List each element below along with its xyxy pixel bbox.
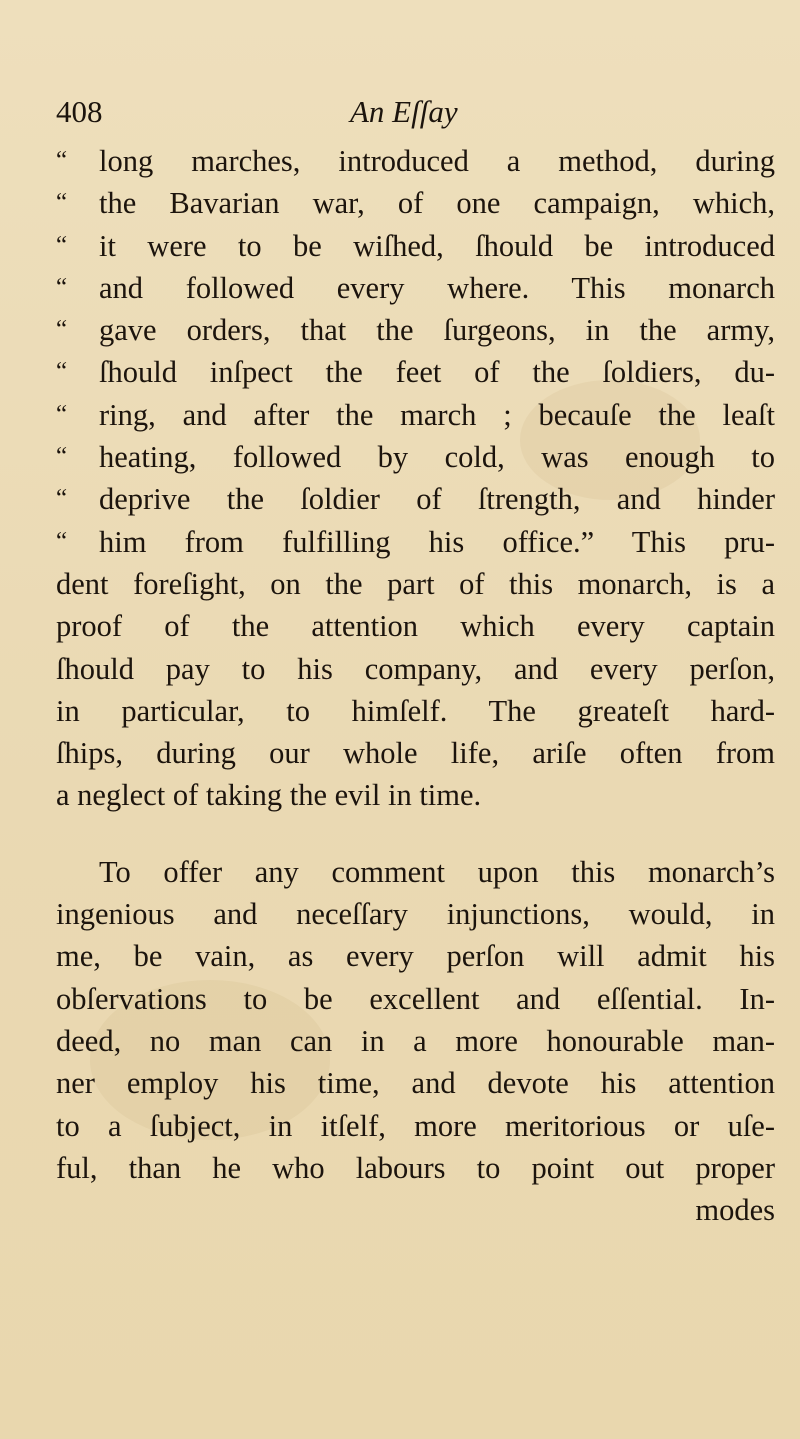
- text-line: obſervations to be excellent and eſſential. In-: [56, 981, 775, 1016]
- text-line: to a ſubject, in itſelf, more meritorious or uſe-: [56, 1108, 775, 1143]
- running-title: An Eſſay: [350, 94, 458, 129]
- text-line: ful, than he who labours to point out proper: [56, 1150, 775, 1185]
- text-line: “ long marches, introduced a method, during: [56, 140, 775, 182]
- text-line: “ deprive the ſoldier of ſtrength, and hinder: [56, 478, 775, 520]
- text-line: a neglect of taking the evil in time.: [56, 778, 482, 813]
- quote-mark: “: [56, 443, 68, 471]
- quote-mark: “: [56, 273, 68, 301]
- quote-mark: “: [56, 316, 68, 344]
- text-line: deed, no man can in a more honourable man-: [56, 1023, 775, 1058]
- body-text: [56, 140, 775, 1231]
- quote-mark: “: [56, 231, 68, 259]
- text-line: dent foreſight, on the part of this monarch, is a: [56, 566, 775, 601]
- paragraph-gap: [56, 817, 775, 851]
- text-line: “ and followed every where. This monarch: [56, 267, 775, 309]
- text-line: “ ſhould inſpect the feet of the ſoldiers, du-: [56, 351, 775, 393]
- text-line: To offer any comment upon this monarch’s: [99, 854, 775, 889]
- text-line: “ the Bavarian war, of one campaign, which,: [56, 182, 775, 224]
- text-line: ſhips, during our whole life, ariſe often from: [56, 736, 775, 771]
- text-line: ſhould pay to his company, and every perſon,: [56, 651, 775, 686]
- text-line: in particular, to himſelf. The greateſt hard-: [56, 693, 775, 728]
- quote-mark: “: [56, 147, 68, 174]
- catchword: modes: [695, 1193, 775, 1228]
- quote-mark: “: [56, 400, 68, 428]
- page-header: [56, 92, 756, 136]
- text-line: “ him from fulfilling his office.” This pru-: [56, 521, 775, 563]
- text-line: proof of the attention which every captain: [56, 609, 775, 644]
- text-line: “ it were to be wiſhed, ſhould be introduced: [56, 225, 775, 267]
- page-number: 408: [56, 94, 103, 129]
- quote-mark: “: [56, 527, 68, 555]
- quote-mark: “: [56, 358, 68, 386]
- text-line: “ gave orders, that the ſurgeons, in the army,: [56, 309, 775, 351]
- text-line: me, be vain, as every perſon will admit his: [56, 939, 775, 974]
- quote-mark: “: [56, 485, 68, 513]
- quote-mark: “: [56, 189, 68, 217]
- text-line: ner employ his time, and devote his attention: [56, 1066, 775, 1101]
- text-line: “ ring, and after the march ; becauſe the leaſt: [56, 394, 775, 436]
- text-line: ingenious and neceſſary injunctions, would, in: [56, 897, 775, 932]
- text-line: “ heating, followed by cold, was enough to: [56, 436, 775, 478]
